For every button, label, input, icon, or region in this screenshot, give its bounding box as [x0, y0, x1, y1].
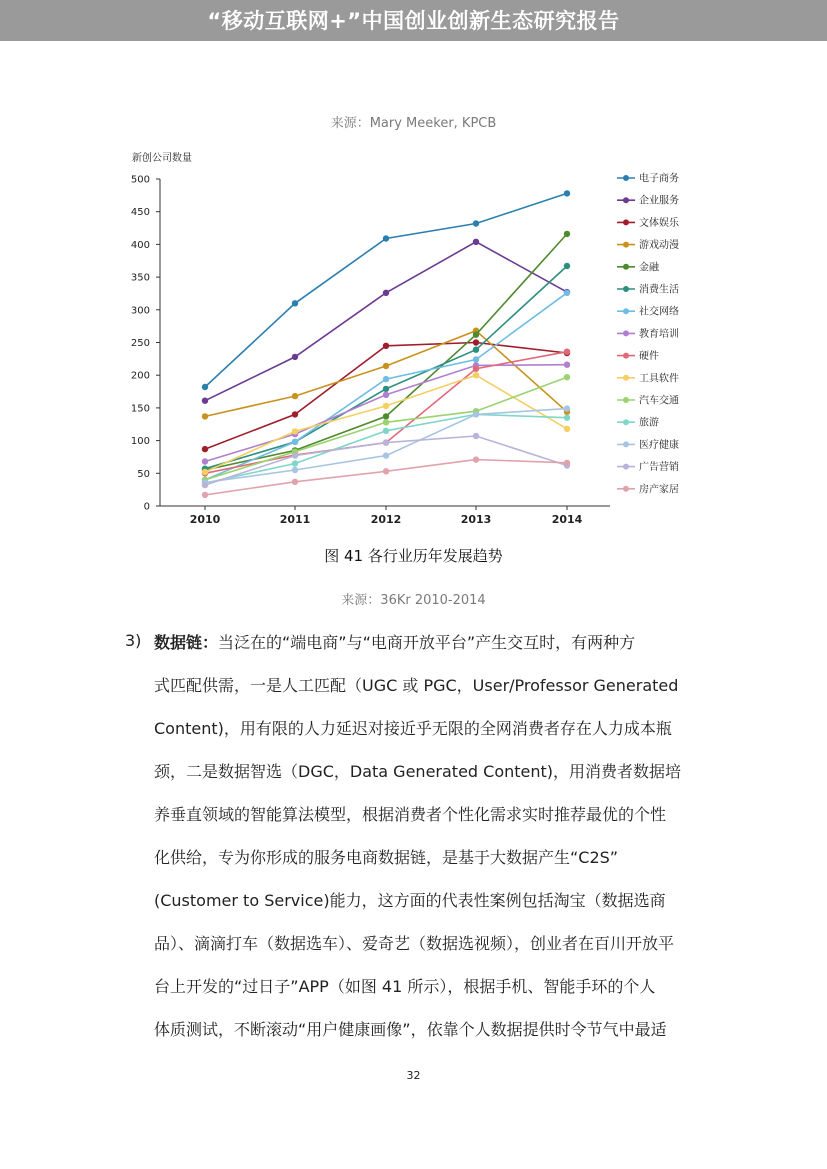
data-point [292, 479, 298, 485]
y-tick-label: 200 [130, 370, 150, 382]
legend-swatch-marker [623, 286, 629, 292]
data-point [292, 411, 298, 417]
y-tick-label: 0 [143, 501, 150, 513]
data-point [292, 393, 298, 399]
data-point [383, 452, 389, 458]
body-line: (Customer to Service)能力，这方面的代表性案例包括淘宝（数据选商 [154, 891, 666, 910]
body-line: 台上开发的“过日子”APP（如图 41 所示），根据手机、智能手环的个人 [154, 977, 656, 996]
y-tick-label: 100 [130, 436, 150, 448]
body-line: 养垂直领域的智能算法模型，根据消费者个性化需求实时推荐最优的个性 [154, 805, 667, 824]
data-point [292, 428, 298, 434]
header-bar [0, 0, 827, 41]
legend-label: 医疗健康 [639, 439, 679, 451]
legend-label: 游戏动漫 [639, 240, 679, 252]
data-point [383, 439, 389, 445]
data-point [564, 415, 570, 421]
x-tick-label: 2013 [460, 513, 492, 526]
data-point [383, 392, 389, 398]
data-point [202, 482, 208, 488]
data-point [564, 263, 570, 269]
x-tick-label: 2011 [279, 513, 311, 526]
body-line [154, 631, 635, 655]
legend-label: 房产家居 [639, 484, 679, 496]
y-tick-label: 300 [130, 305, 150, 317]
x-tick-label: 2014 [551, 513, 583, 526]
data-point [292, 467, 298, 473]
data-point [292, 452, 298, 458]
data-point [292, 460, 298, 466]
legend-swatch-marker [623, 486, 629, 492]
y-axis-label: 新创公司数量 [132, 153, 192, 164]
legend-swatch-marker [623, 197, 629, 203]
data-point [473, 356, 479, 362]
data-point [383, 413, 389, 419]
page-number: 32 [406, 1069, 421, 1082]
data-point [473, 347, 479, 353]
data-point [383, 290, 389, 296]
data-point [564, 426, 570, 432]
data-point [383, 235, 389, 241]
data-point [473, 433, 479, 439]
legend-swatch-marker [623, 330, 629, 336]
data-point [202, 398, 208, 404]
x-tick-label: 2012 [370, 513, 402, 526]
legend-label: 工具软件 [639, 373, 679, 385]
data-point [473, 239, 479, 245]
legend-swatch-marker [623, 308, 629, 314]
data-point [473, 220, 479, 226]
data-point [564, 349, 570, 355]
legend-label: 消费生活 [639, 284, 679, 296]
y-tick-label: 350 [130, 272, 150, 284]
data-point [202, 469, 208, 475]
body-line: 化供给，专为你形成的服务电商数据链，是基于大数据产生“C2S” [154, 848, 619, 867]
data-point [473, 372, 479, 378]
chart-source-top: 来源：Mary Meeker, KPCB [330, 116, 497, 131]
y-tick-label: 400 [130, 239, 150, 251]
legend-swatch-marker [623, 375, 629, 381]
data-point [202, 492, 208, 498]
body-line: 式匹配供需，一是人工匹配（UGC 或 PGC，User/Professor Generated [154, 676, 679, 695]
legend-label: 汽车交通 [639, 395, 679, 407]
data-point [564, 290, 570, 296]
legend-swatch-marker [623, 175, 629, 181]
data-point [202, 458, 208, 464]
y-tick-label: 250 [130, 338, 150, 349]
data-point [383, 376, 389, 382]
data-point [383, 403, 389, 409]
list-item-number: 3) [125, 631, 142, 650]
series-line-14 [205, 460, 567, 495]
data-point [202, 413, 208, 419]
data-point [564, 374, 570, 380]
data-point [383, 468, 389, 474]
data-point [473, 339, 479, 345]
legend-swatch-marker [623, 441, 629, 447]
legend-label: 教育培训 [639, 328, 679, 340]
data-point [564, 190, 570, 196]
body-line: 品）、滴滴打车（数据选车）、爱奇艺（数据选视频），创业者在百川开放平 [154, 934, 675, 953]
legend-swatch-marker [623, 464, 629, 470]
data-point [383, 428, 389, 434]
y-tick-label: 500 [130, 174, 150, 186]
data-point [292, 300, 298, 306]
legend-swatch-marker [623, 242, 629, 248]
body-line: Content)，用有限的人力延迟对接近乎无限的全网消费者存在人力成本瓶 [154, 719, 672, 738]
legend-swatch-marker [623, 219, 629, 225]
term-label: 数据链： [154, 633, 219, 652]
body-text: 当泛在的“端电商”与“电商开放平台”产生交互时，有两种方 [218, 633, 636, 652]
series-line-4 [205, 234, 567, 470]
data-point [473, 366, 479, 372]
legend-swatch-marker [623, 397, 629, 403]
legend-label: 社交网络 [639, 306, 679, 318]
y-tick-label: 50 [137, 468, 150, 480]
report-title: “移动互联网+”中国创业创新生态研究报告 [207, 9, 620, 33]
body-line: 体质测试，不断滚动“用户健康画像”，依靠个人数据提供时令节气中最适 [154, 1020, 667, 1039]
data-point [292, 439, 298, 445]
data-point [383, 343, 389, 349]
data-point [564, 231, 570, 237]
x-tick-label: 2010 [189, 513, 221, 526]
y-tick-label: 150 [130, 403, 150, 415]
data-point [473, 332, 479, 338]
data-point [383, 363, 389, 369]
data-point [564, 362, 570, 368]
body-line: 颈，二是数据智选（DGC，Data Generated Content)，用消费者数据培 [154, 762, 682, 781]
legend-swatch-marker [623, 353, 629, 359]
data-point [473, 456, 479, 462]
data-point [202, 384, 208, 390]
chart-source-bottom: 来源：36Kr 2010-2014 [341, 593, 486, 608]
figure-caption: 图 41 各行业历年发展趋势 [324, 547, 503, 565]
data-point [564, 405, 570, 411]
legend-label: 文体娱乐 [639, 217, 679, 229]
legend-label: 广告营销 [639, 462, 679, 474]
data-point [383, 419, 389, 425]
data-point [473, 411, 479, 417]
legend-swatch-marker [623, 419, 629, 425]
industry-trend-chart [0, 140, 827, 535]
data-point [292, 354, 298, 360]
y-tick-label: 450 [130, 207, 150, 219]
legend-label: 旅游 [639, 417, 659, 429]
legend-label: 金融 [639, 262, 659, 274]
legend-swatch-marker [623, 264, 629, 270]
data-point [564, 460, 570, 466]
data-point [383, 386, 389, 392]
legend-label: 企业服务 [639, 195, 679, 207]
data-point [202, 446, 208, 452]
legend-label: 硬件 [639, 351, 659, 363]
legend-label: 电子商务 [639, 173, 679, 185]
